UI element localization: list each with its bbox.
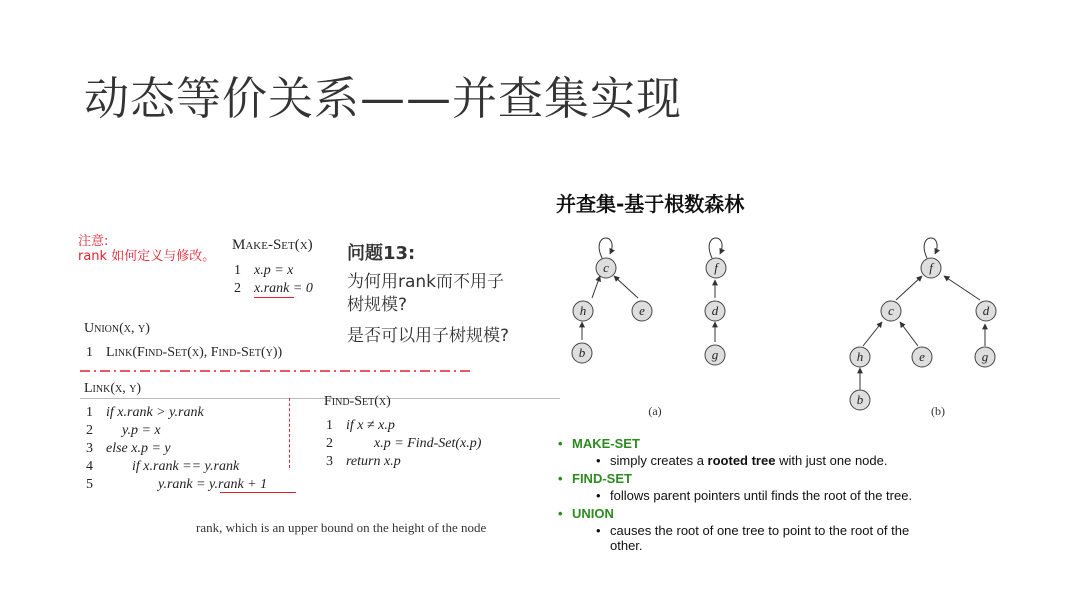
node-label: h — [579, 303, 587, 318]
rank-underline — [254, 297, 294, 298]
node-label: e — [919, 349, 925, 364]
bullet-term: • UNION — [558, 506, 614, 521]
question-block — [347, 242, 547, 348]
separator-line — [80, 369, 470, 373]
node-label: e — [639, 303, 645, 318]
question-line-3: 是否可以用子树规模? — [347, 326, 510, 346]
bullet-term: • MAKE-SET — [558, 436, 640, 451]
note-line-2: rank 如何定义与修改。 — [78, 249, 216, 264]
find-set-header: Find-Set(x) — [324, 394, 391, 409]
tree-a1 — [579, 238, 638, 340]
question-line-2: 树规模? — [347, 295, 408, 315]
caption-b: (b) — [931, 404, 945, 418]
question-line-1: 为何用rank而不用子 — [347, 272, 505, 292]
link-block: Link(x, y) 1 if x.rank > y.rank 2 y.p = x 3 else x.p = y 4 if x.rank == y.rank 5 y.rank = y.rank + 1 — [84, 380, 304, 490]
page-title: 动态等价关系——并查集实现 — [84, 72, 683, 125]
node-label: g — [981, 349, 989, 364]
forest-labels-b — [857, 260, 990, 407]
find-set-block: Find-Set(x) 1 if x ≠ x.p 2 x.p = Find-Set(x.p) 3 return x.p — [324, 393, 534, 473]
tree-a2 — [709, 238, 722, 342]
link-header: Link(x, y) — [84, 381, 142, 396]
rank-plus-underline — [220, 492, 296, 493]
union-header: Union(x, y) — [84, 321, 150, 336]
forest-diagram — [560, 218, 1060, 418]
make-set-header: Make-Set(x) — [232, 237, 313, 253]
make-set-block: Make-Set(x) 1 x.p = x 2 x.rank = 0 — [232, 236, 342, 298]
forest-nodes-a — [572, 258, 726, 365]
rank-caption: rank, which is an upper bound on the height of the node — [196, 520, 487, 535]
red-vertical-mark — [289, 398, 290, 468]
node-label: b — [578, 345, 586, 360]
bullet-desc: • causes the root of one tree to point to the root of the — [596, 523, 910, 538]
node-label: f — [929, 260, 933, 275]
node-label: d — [711, 303, 719, 318]
bullet-desc: • follows parent pointers until finds the root of the tree. — [596, 488, 913, 503]
bullet-desc-cont: other. — [610, 538, 643, 553]
node-label: d — [982, 303, 990, 318]
bullet-desc: • simply creates a rooted tree with just one node. — [596, 453, 888, 468]
note — [78, 234, 215, 264]
node-label: h — [856, 349, 864, 364]
union-block: Union(x, y) 1 Link(Find-Set(x), Find-Set(y)) — [84, 320, 344, 362]
bullet-list — [558, 436, 1058, 553]
question-title: 问题13: — [347, 243, 416, 264]
node-label: f — [714, 260, 718, 275]
bullet-term: • FIND-SET — [558, 471, 632, 486]
node-label: c — [888, 303, 894, 318]
note-line-1: 注意: — [78, 234, 109, 249]
caption-a: (a) — [648, 404, 662, 418]
node-label: b — [856, 392, 864, 407]
node-label: g — [711, 347, 719, 362]
section-title: 并查集-基于根数森林 — [556, 192, 745, 216]
node-label: c — [603, 260, 609, 275]
